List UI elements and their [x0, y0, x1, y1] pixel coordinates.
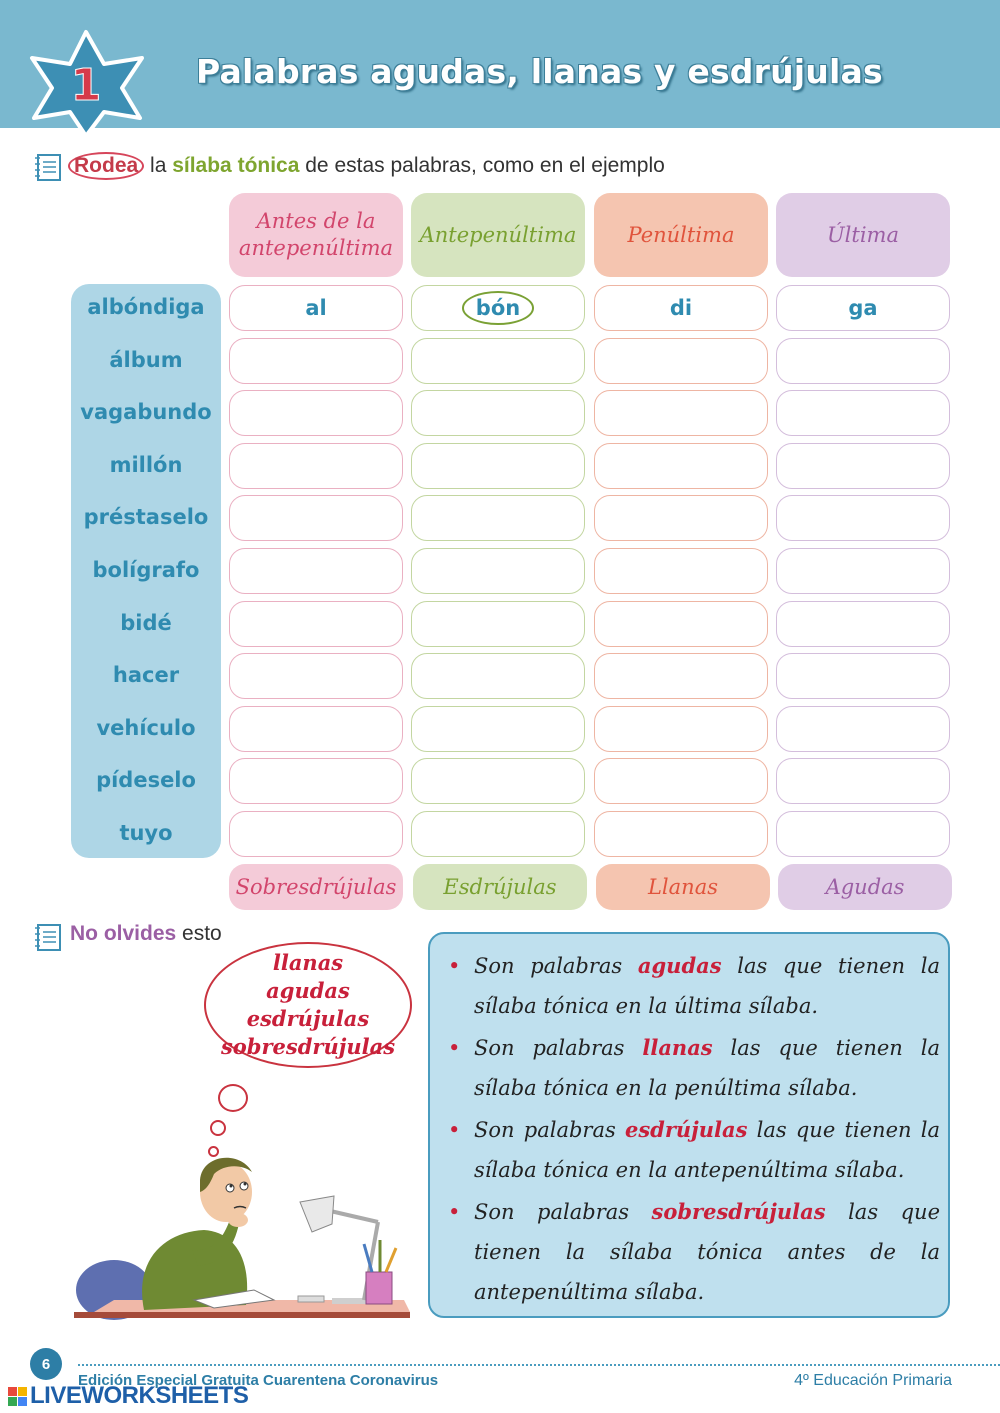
column-header-penultima [594, 193, 768, 277]
rule-item [446, 1110, 940, 1190]
page-header [0, 0, 1000, 128]
rule-item [446, 1028, 940, 1108]
rule-item [446, 1192, 940, 1312]
answer-cell-antepenultima[interactable] [411, 653, 585, 699]
instruction-text [68, 152, 665, 180]
answer-cell-ultima[interactable] [776, 601, 950, 647]
answer-cell-penultima [594, 285, 768, 331]
answer-cell-antepenultima[interactable] [411, 706, 585, 752]
answer-cell-antes[interactable] [229, 811, 403, 857]
rule-text: Son palabras [474, 1200, 652, 1224]
answer-cell-penultima[interactable] [594, 390, 768, 436]
rule-text: Son palabras [474, 954, 638, 978]
instruction-pre: la [144, 154, 173, 177]
category-esdrujulas: Esdrújulas [413, 864, 587, 910]
answer-cell-penultima[interactable] [594, 443, 768, 489]
answer-cell-antepenultima[interactable] [411, 548, 585, 594]
answer-cell-antes[interactable] [229, 338, 403, 384]
word-label: bidé [120, 610, 172, 635]
rule-text: las que tienen la sílaba tónica en la penúltima sílaba. [474, 1036, 940, 1100]
word-label: hacer [112, 663, 180, 688]
category-llanas: Llanas [596, 864, 770, 910]
answer-cell-penultima[interactable] [594, 495, 768, 541]
footer-divider [78, 1364, 1000, 1366]
grade-text: 4º Educación Primaria [794, 1372, 952, 1389]
column-header-antes [229, 193, 403, 277]
rule-keyword: agudas [637, 953, 722, 978]
word-label: millón [109, 452, 183, 477]
page-number: 6 [30, 1348, 62, 1380]
rule-keyword: sobresdrújulas [651, 1199, 826, 1224]
thought-dot [218, 1084, 248, 1112]
answer-cell-antes[interactable] [229, 706, 403, 752]
instruction-highlight: sílaba tónica [172, 154, 300, 177]
answer-cell-penultima[interactable] [594, 758, 768, 804]
exercise-book-icon [32, 152, 64, 182]
answer-cell-antepenultima[interactable] [411, 390, 585, 436]
column-header-line: Antes de la [256, 209, 376, 233]
rule-keyword: llanas [642, 1035, 713, 1060]
word-list [71, 284, 221, 858]
answer-cell-ultima[interactable] [776, 390, 950, 436]
logo-squares-icon [8, 1387, 27, 1406]
answer-cell-antepenultima[interactable] [411, 601, 585, 647]
answer-cell-ultima[interactable] [776, 653, 950, 699]
rule-keyword: esdrújulas [624, 1117, 748, 1142]
column-header-line: Penúltima [627, 222, 735, 247]
answer-cell-antes[interactable] [229, 548, 403, 594]
word-label: albóndiga [87, 295, 205, 319]
exercise-book-icon [32, 922, 64, 952]
bubble-word: esdrújulas [246, 1006, 370, 1031]
column-header-antepenultima [411, 193, 585, 277]
bullet-icon: • [448, 954, 461, 978]
word-label: bolígrafo [92, 558, 200, 582]
answer-cell-antepenultima[interactable] [411, 495, 585, 541]
rule-text: Son palabras [474, 1118, 625, 1142]
answer-cell-penultima[interactable] [594, 706, 768, 752]
word-label: tuyo [119, 821, 173, 845]
word-label: álbum [109, 347, 183, 372]
answer-cell-penultima[interactable] [594, 601, 768, 647]
column-header-line: Antepenúltima [419, 222, 577, 247]
rule-text: las que tienen la sílaba tónica en la antepenúltima sílaba. [474, 1118, 940, 1182]
instruction-verb: Rodea [68, 152, 144, 180]
answer-cell-ultima[interactable] [776, 443, 950, 489]
bullet-icon: • [448, 1118, 461, 1142]
bubble-word: llanas [272, 950, 344, 975]
answer-cell-antes[interactable] [229, 390, 403, 436]
remember-label: No olvides [70, 922, 177, 945]
instruction-rest: de estas palabras, como en el ejemplo [299, 154, 665, 177]
answer-cell-antepenultima[interactable] [411, 338, 585, 384]
star-badge-icon [24, 28, 154, 138]
bullet-icon: • [448, 1036, 461, 1060]
example-syllable: ga [848, 296, 878, 320]
unit-number: 1 [70, 60, 102, 111]
liveworksheets-logo [8, 1382, 248, 1410]
answer-cell-antepenultima [411, 285, 585, 331]
answer-cell-antes [229, 285, 403, 331]
remember-rest: esto [176, 922, 222, 945]
circled-syllable: bón [462, 291, 534, 325]
answer-cell-antepenultima[interactable] [411, 758, 585, 804]
answer-cell-penultima[interactable] [594, 653, 768, 699]
answer-cell-antes[interactable] [229, 495, 403, 541]
answer-cell-ultima[interactable] [776, 495, 950, 541]
example-syllable: di [669, 296, 693, 320]
column-header-ultima [776, 193, 950, 277]
answer-cell-antepenultima[interactable] [411, 811, 585, 857]
answer-cell-ultima[interactable] [776, 811, 950, 857]
logo-text: LIVEWORKSHEETS [30, 1382, 249, 1409]
column-header-line: antepenúltima [238, 236, 394, 260]
answer-cell-antes[interactable] [229, 601, 403, 647]
answer-cell-ultima[interactable] [776, 706, 950, 752]
thinking-boy-illustration [74, 1140, 414, 1320]
thought-bubble [204, 942, 412, 1068]
rule-item [446, 946, 940, 1026]
word-label: pídeselo [96, 768, 196, 793]
answer-cell-penultima[interactable] [594, 811, 768, 857]
answer-cell-ultima[interactable] [776, 338, 950, 384]
category-agudas: Agudas [778, 864, 952, 910]
bubble-word: sobresdrújulas [220, 1034, 396, 1059]
answer-cell-antes[interactable] [229, 653, 403, 699]
answer-cell-antes[interactable] [229, 443, 403, 489]
answer-cell-ultima[interactable] [776, 758, 950, 804]
answer-cell-antepenultima[interactable] [411, 443, 585, 489]
bullet-icon: • [448, 1200, 461, 1224]
rule-text: las que tienen la sílaba tónica antes de la antepenúltima sílaba. [474, 1200, 940, 1304]
example-syllable: al [305, 296, 327, 320]
page-title: Palabras agudas, llanas y esdrújulas [196, 52, 883, 91]
edition-text: Edición Especial Gratuita Cuarentena Coronavirus [78, 1372, 439, 1389]
rules-box [428, 932, 950, 1318]
answer-cell-antes[interactable] [229, 758, 403, 804]
remember-heading [70, 922, 222, 946]
word-label: préstaselo [83, 505, 209, 530]
category-sobresdrujulas: Sobresdrújulas [229, 864, 403, 910]
answer-cell-ultima[interactable] [776, 548, 950, 594]
rule-text: las que tienen la sílaba tónica en la última sílaba. [474, 954, 940, 1018]
rule-text: Son palabras [474, 1036, 643, 1060]
answer-cell-penultima[interactable] [594, 338, 768, 384]
bubble-word: agudas [266, 978, 350, 1003]
column-header-line: Última [826, 222, 899, 247]
word-label: vagabundo [80, 400, 212, 425]
word-label: vehículo [96, 715, 196, 740]
answer-cell-ultima [776, 285, 950, 331]
answer-cell-penultima[interactable] [594, 548, 768, 594]
thought-dot [210, 1120, 226, 1136]
